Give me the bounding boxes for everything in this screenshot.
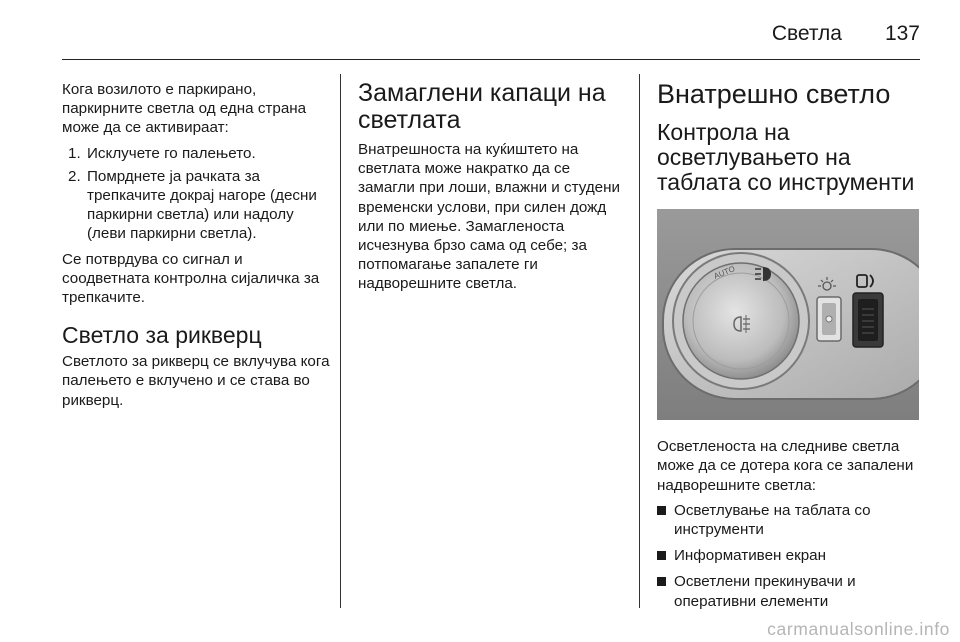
list-item: Осветлени прекинувачи и оперативни елементи (657, 572, 923, 610)
page-title: Светла (771, 22, 842, 45)
fogged-lights-heading: Замаглени капаци на светлата (358, 79, 606, 134)
reverse-light-text: Светлото за рикверц се вклучува кога палењето е вклучено и се става во рикверц. (62, 353, 330, 409)
list-item (62, 144, 334, 163)
headlamp-icon (755, 267, 771, 281)
dimmer-text: Осветленоста на следниве светла може да се дотера кога се запалени надворешните светла: (657, 438, 914, 494)
page-number: 137 (884, 22, 920, 45)
column-left (62, 80, 334, 416)
fogged-lights-text: Внатрешноста на куќиштето на светлата може накратко да се замагли при лоши, влажни и студени временски услови, при силен дожд или по миење. Замагленоста исчезнува брзо сама од себе; за потпомагање запалете ги надворешните светла. (358, 141, 620, 293)
dimmer-subheading: Контрола на осветлувањето на таблата со инструменти (657, 119, 915, 195)
bullet-icon (657, 506, 666, 515)
light-switch-photo (657, 209, 919, 420)
step-number: 1. (68, 144, 81, 162)
bullet-icon (657, 551, 666, 560)
page-header (62, 20, 920, 60)
parking-confirm: Се потврдува со сигнал и соодветната контролна сијаличка за трепкачите. (62, 250, 320, 307)
parking-intro: Кога возилото е паркирано, паркирните светла од една страна може да се активираат: (62, 81, 307, 137)
list-item: Осветлување на таблата со инструменти (657, 501, 923, 539)
column-divider (639, 74, 640, 608)
step-text: Помрднете ја рачката за трепкачите докрај нагоре (десни паркирни светла) или надолу (леви паркирни светла). (87, 167, 317, 243)
bullet-icon (657, 577, 666, 586)
auto-label: AUTO (712, 264, 737, 281)
step-number: 2. (68, 167, 81, 185)
dimmer-list (657, 501, 923, 611)
column-right (657, 80, 923, 618)
interior-light-heading: Внатрешно светло (657, 79, 891, 109)
list-item: Информативен екран (657, 546, 923, 565)
column-divider (340, 74, 341, 608)
column-middle (358, 80, 628, 300)
watermark: carmanualsonline.info (767, 619, 950, 639)
reverse-light-heading: Светло за рикверц (62, 322, 262, 349)
parking-steps (62, 144, 334, 244)
list-item (62, 167, 334, 244)
step-text: Исклучете го палењето. (87, 144, 256, 162)
